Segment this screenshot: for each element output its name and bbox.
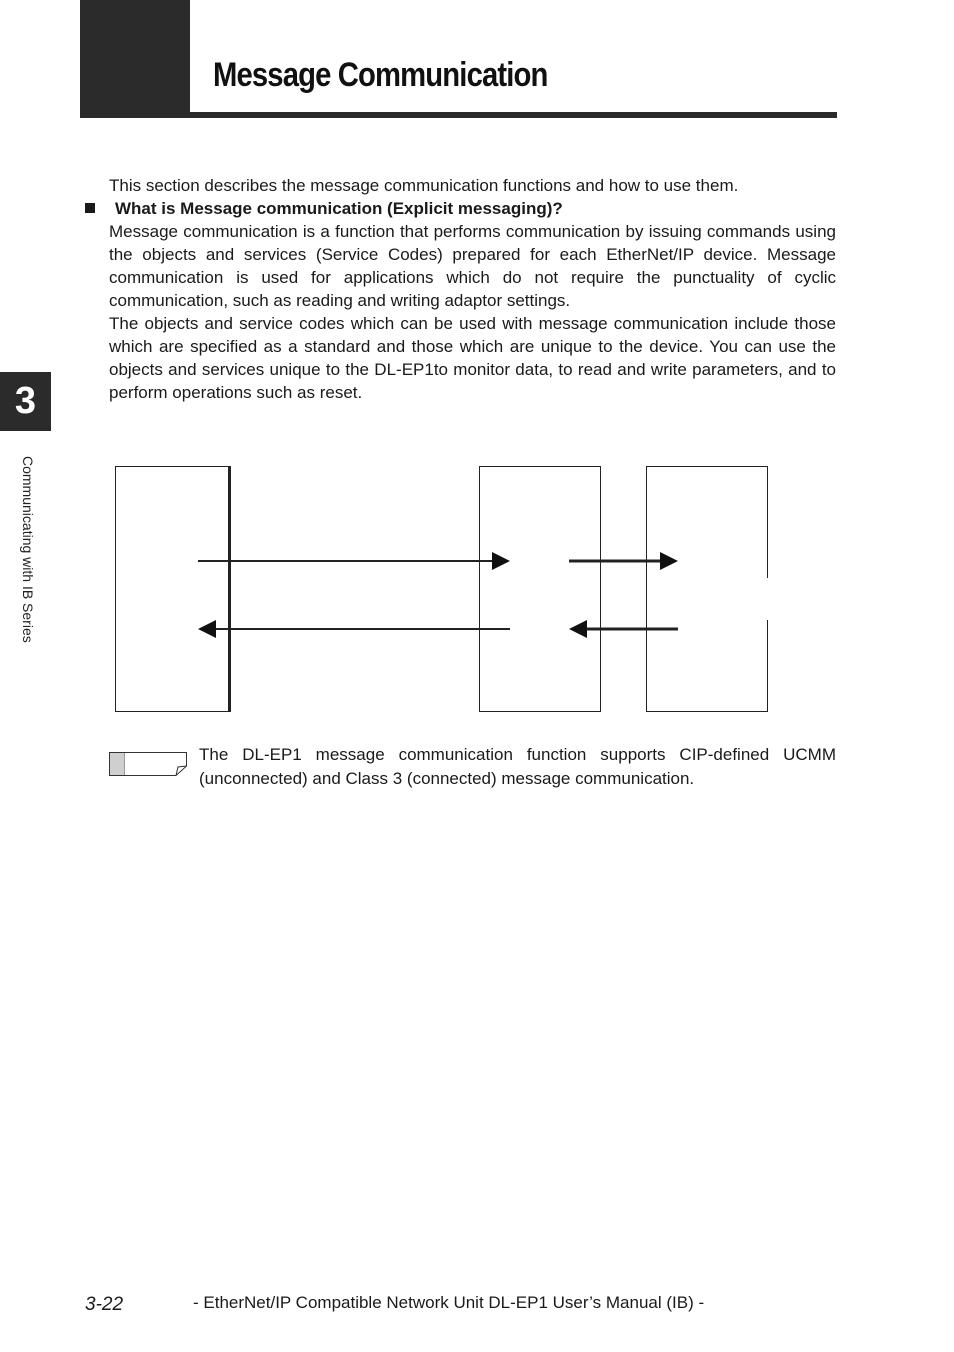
side-chapter-label: Communicating with IB Series (20, 456, 36, 643)
diagram-box-right (647, 467, 768, 712)
page-title: Message Communication (213, 56, 548, 94)
section-heading-text: What is Message communication (Explicit messaging)? (115, 199, 563, 218)
arrowhead-right-icon (660, 552, 678, 570)
section-heading (85, 197, 563, 220)
diagram-box-middle (480, 467, 601, 712)
arrowhead-right-icon (492, 552, 510, 570)
header-block (80, 0, 190, 118)
chapter-tab (0, 372, 51, 431)
intro-text: This section describes the message communication functions and how to use them. (109, 176, 739, 195)
diagram-box-left (116, 467, 229, 712)
header-rule (80, 112, 837, 118)
chapter-number: 3 (14, 380, 37, 422)
arrowhead-left-icon (569, 620, 587, 638)
note-text: The DL-EP1 message communication function supports CIP-defined UCMM (unconnected) and Class 3 (connected) message communication. (199, 745, 836, 788)
paragraph-2: The objects and service codes which can be used with message communication include those which are specified as a standard and those which are unique to the device. You can use the objects and services unique to the DL-EP1to monitor data, to read and write parameters, and to perform operations such as reset. (109, 314, 836, 402)
bullet-square-icon (85, 203, 95, 213)
arrowhead-left-icon (198, 620, 216, 638)
note-icon (109, 752, 187, 776)
footer-manual-title: - EtherNet/IP Compatible Network Unit DL-EP1 User’s Manual (IB) - (193, 1293, 705, 1312)
footer-page-number: 3-22 (85, 1294, 124, 1315)
paragraph-1: Message communication is a function that performs communication by issuing commands using the objects and services (Service Codes) prepared for each EtherNet/IP device. Message communication is used for applications which do not require the punctuality of cyclic communication, such as reading and writing adaptor settings. (109, 222, 836, 310)
